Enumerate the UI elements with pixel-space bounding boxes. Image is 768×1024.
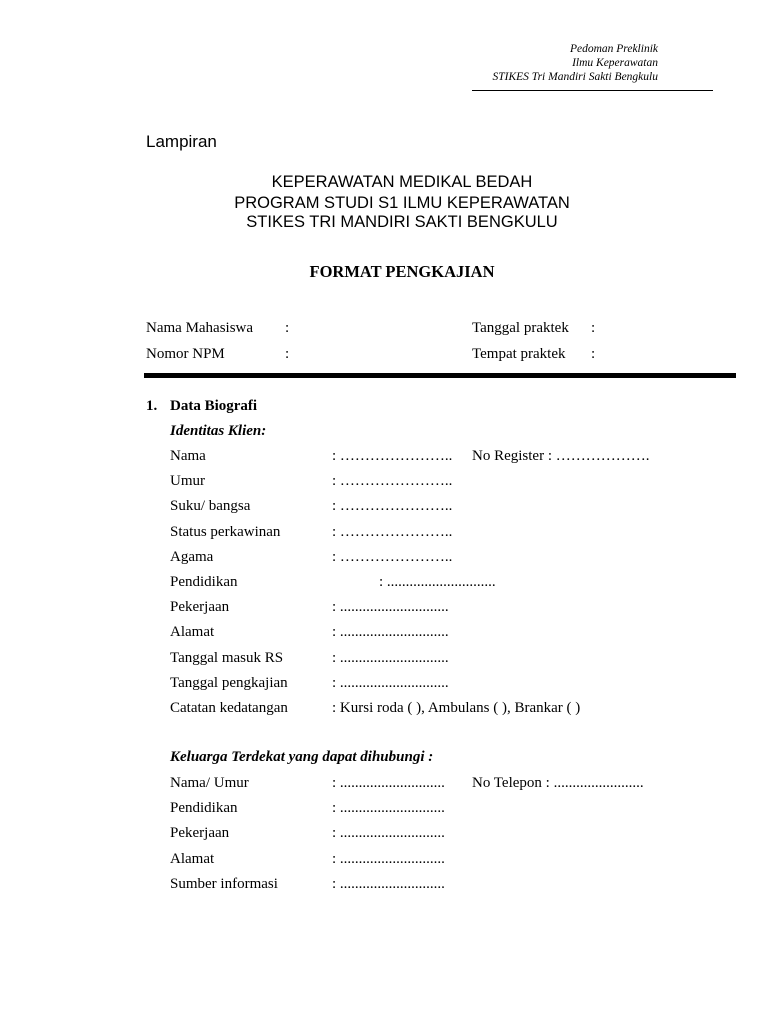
header-line-3: STIKES Tri Mandiri Sakti Bengkulu [492, 71, 658, 83]
section-number: 1. [146, 398, 158, 414]
form-row-label: Alamat [170, 624, 215, 641]
form-row-value: : ............................ [332, 850, 445, 867]
form-row-label: Pekerjaan [170, 599, 230, 616]
form-row-label: Suku/ bangsa [170, 498, 251, 515]
form-row-value: : ............................ [332, 800, 445, 817]
form-row-label: Nama/ Umur [170, 775, 249, 791]
form-row-label: Catatan kedatangan [170, 700, 288, 716]
keluarga-heading: Keluarga Terdekat yang dapat dihubungi : [170, 749, 434, 765]
header-line-2: Ilmu Keperawatan [572, 57, 658, 69]
tempat-praktek-label: Tempat praktek [472, 346, 566, 362]
form-row-value: : ………………….. [332, 523, 453, 540]
form-row-label: Pekerjaan [170, 825, 230, 842]
document-title: FORMAT PENGKAJIAN [309, 262, 495, 281]
nomor-npm-colon: : [285, 346, 290, 362]
nomor-npm-label: Nomor NPM [146, 346, 225, 362]
form-row-value: : ............................ [332, 825, 445, 842]
nama-mahasiswa-label: Nama Mahasiswa [146, 320, 254, 336]
lampiran-label: Lampiran [146, 132, 217, 151]
no-telepon-field: No Telepon : ........................ [472, 775, 644, 791]
form-row-label: Sumber informasi [170, 875, 278, 892]
form-row-label: Agama [170, 548, 214, 565]
form-row-value: : ............................. [379, 574, 496, 590]
tanggal-praktek-label: Tanggal praktek [472, 320, 569, 336]
form-row-label: Pendidikan [170, 800, 238, 817]
form-row-value: : ………………….. [332, 548, 453, 565]
form-row-label: Umur [170, 473, 205, 490]
tanggal-praktek-colon: : [591, 320, 596, 336]
header-rule [472, 90, 713, 91]
form-row-value: : ………………….. [332, 473, 453, 490]
form-row-value: : ………………….. [332, 448, 453, 464]
tempat-praktek-colon: : [591, 346, 596, 362]
nama-mahasiswa-colon: : [285, 320, 290, 336]
form-row-label: Tanggal pengkajian [170, 674, 288, 691]
identitas-klien-heading: Identitas Klien: [170, 423, 267, 439]
form-row-value: : ............................. [332, 649, 449, 666]
form-row-value: : Kursi roda ( ), Ambulans ( ), Brankar ( ) [332, 700, 581, 716]
form-row-value: : ............................. [332, 599, 449, 616]
form-row-label: Tanggal masuk RS [170, 649, 284, 666]
section-title: Data Biografi [170, 398, 258, 414]
form-row-label: Nama [170, 448, 206, 464]
form-row-value: : ............................ [332, 875, 445, 892]
institution-line-3: STIKES TRI MANDIRI SAKTI BENGKULU [246, 213, 558, 231]
form-row-label: Alamat [170, 850, 215, 867]
section-divider [144, 373, 736, 378]
form-row-label: Pendidikan [170, 574, 238, 590]
form-row-value: : ............................. [332, 674, 449, 691]
institution-line-1: KEPERAWATAN MEDIKAL BEDAH [271, 173, 533, 191]
institution-line-2: PROGRAM STUDI S1 ILMU KEPERAWATAN [234, 194, 570, 212]
no-register-field: No Register : ………………. [472, 448, 650, 464]
header-line-1: Pedoman Preklinik [569, 43, 658, 55]
form-row-value: : ............................. [332, 624, 449, 641]
form-row-value: : ............................ [332, 775, 445, 791]
form-row-label: Status perkawinan [170, 523, 281, 540]
form-row-value: : ………………….. [332, 498, 453, 515]
